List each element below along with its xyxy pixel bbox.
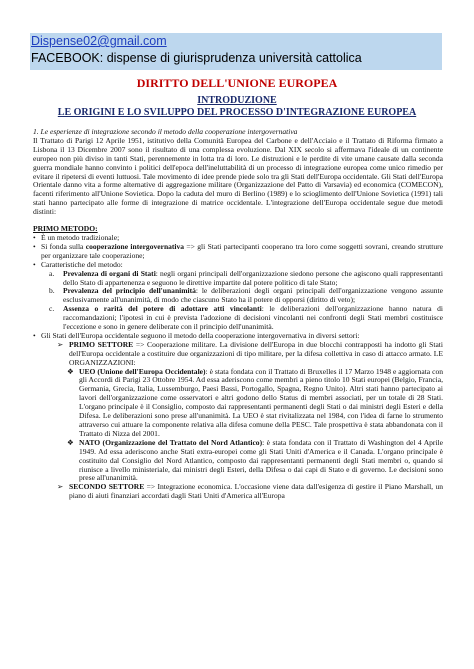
diamond-bullet-icon: ❖ [67, 366, 74, 376]
list-item: • Caratteristiche del metodo: [33, 259, 123, 269]
email-link[interactable]: Dispense02@gmail.com [31, 34, 167, 48]
list-item: c. Assenza o rarità del potere di adottare atti vincolanti: le deliberazioni dell'organizzazione hanno natura di raccomandazioni; l'ipotesi in cui è prevista l'adozione di decisioni vincolanti nei confronti degli Stati membri costituisce l'eccezione e sono in genere deliberate con il principio dell'unanimità. [49, 304, 443, 332]
list-item: b. Prevalenza del principio dell'unanimità: le deliberazioni degli organi principali dell'organizzazione vengono assunte esclusivamente all'unanimità, di modo che ciascuno Stato ha il potere di opporsi (diritto di veto); [49, 286, 443, 305]
list-item: ➢ PRIMO SETTORE => Cooperazione militare. La divisione dell'Europa in due blocchi contrapposti ha indotto gli Stati dell'Europa occidentale a costituire due organizzazioni di tipo militare, per la difesa collettiva in caso di attacco armato. LE ORGANIZZAZIONI: [57, 339, 444, 367]
caratteristiche-list [33, 270, 443, 332]
list-item: • È un metodo tradizionale; [33, 232, 120, 242]
bullet-icon: • [33, 232, 36, 242]
list-item: ❖ UEO (Unione dell'Europa Occidentale): è stata fondata con il Trattato di Bruxelles il 17 Marzo 1948 e aggiornata con gli Accordi di Parigi 23 Ottobre 1954. Ad essa aderiscono come membri a pieno titolo 10 Stati europei (Belgio, Francia, Germania, Grecia, Italia, Lussemburgo, Paesi Bassi, Portogallo, Spagna, Regno Unito). Altri stati hanno partecipato ai lavori dell'organizzazione come osservatori e altri godono dello Status di membri associati, per un totale di 28 Stati. L'organo principale è il Consiglio, composto dai rappresentanti permanenti degli Stati o dai ministri degli Esteri e della Difesa. Le deliberazioni sono prese all'unanimità. La UEO è stat rivitalizzata nel 1984, con l'idea di farne lo strumento attraverso cui attuare la componente relativa alla difesa comune della PESC. Tale prospettiva è stata abbandonata con il Trattato di Nizza del 2001. [67, 366, 443, 438]
primo-metodo-label: PRIMO METODO: [33, 224, 98, 234]
bullet-icon: • [33, 259, 36, 269]
intro-heading: INTRODUZIONE [197, 95, 277, 106]
bullet-icon: • [33, 241, 36, 251]
sub-heading: LE ORIGINI E LO SVILUPPO DEL PROCESSO D'INTEGRAZIONE EUROPEA [57, 107, 417, 118]
document-body [33, 128, 443, 501]
primo-metodo-list [33, 234, 443, 270]
list-item: ❖ NATO (Organizzazione del Trattato del Nord Atlantico): è stata fondata con il Trattato di Washington del 4 Aprile 1949. Ad essa aderiscono anche Stati extra-europei come gli Stati Uniti d'America e il Canada. L'organo principale è costituito dal Consiglio del Nord Atlantico, composto dai rappresentanti permanenti degli Stati membri o, quando si riunisce a livello ministeriale, dai ministri degli Esteri, della Difesa o dai capi di Stato e di governo. Le decisioni sono prese all'unanimità. [67, 437, 443, 483]
diamond-bullet-icon: ❖ [67, 437, 74, 447]
arrow-bullet-icon: ➢ [57, 482, 64, 492]
list-item: • Gli Stati dell'Europa occidentale seguono il metodo della cooperazione intergovernativa in diversi settori: [33, 330, 360, 340]
section-title: 1. Le esperienze di integrazione secondo il metodo della cooperazione intergovernativa [33, 127, 298, 136]
list-item: a. Prevalenza di organi di Stati: negli organi principali dell'organizzazione siedono persone che agiscono quali rappresentanti dello Stato di appartenenza e seguono le direttive impartite dal potere politico di tale Stato; [49, 268, 443, 287]
list-item: • Si fonda sulla cooperazione intergovernativa => gli Stati partecipanti cooperano tra loro come soggetti sovrani, creando strutture per organizzare tale cooperazione; [33, 241, 443, 260]
document-title: DIRITTO DELL'UNIONE EUROPEA [136, 76, 338, 90]
facebook-line: FACEBOOK: dispense di giurisprudenza università cattolica [31, 51, 362, 65]
arrow-bullet-icon: ➢ [57, 339, 64, 349]
section-paragraph: Il Trattato di Parigi 12 Aprile 1951, istitutivo della Comunità Europea del Carbone e dell'Acciaio e il Trattato di Riforma firmato a Lisbona il 13 Dicembre 2007 sono il risultato di una complessa evoluzione. Dal XIX secolo si affermava l'ideale di un continente europeo non più diviso in tanti Stati, perennemente in lotta tra di loro. Le distruzioni e le perdite di vite umane causate dalla seconda guerra mondiale hanno convinto i politici dell'epoca dell'ineluttabilità di un processo di integrazione europea come unico rimedio per evitare il ripetersi di eventi luttuosi. Tale movimento di idee prende piede solo tra gli Stati dell'Europa occidentale. Gli Stati dell'Europa Orientale danno vita a forme alternative di aggregazione militare (Organizzazione del Patto di Varsavia) ed economica (COMECON), facenti riferimento all'Unione Sovietica. Dopo la caduta del muro di Berlino (1989) e lo scioglimento dell'Unione Sovietica (1991) tali stati hanno partecipato alle forme di integrazione di matrice occidentale. L'integrazione dell'Europa occidentale segue due metodi distinti: [33, 135, 443, 217]
list-item: ➢ SECONDO SETTORE => Integrazione economica. L'occasione viene data dall'esigenza di gestire il Piano Marshall, un piano di aiuti finanziari accordati dagli Stati Uniti d'America all'Europa [57, 482, 443, 501]
bullet-icon: • [33, 330, 36, 340]
